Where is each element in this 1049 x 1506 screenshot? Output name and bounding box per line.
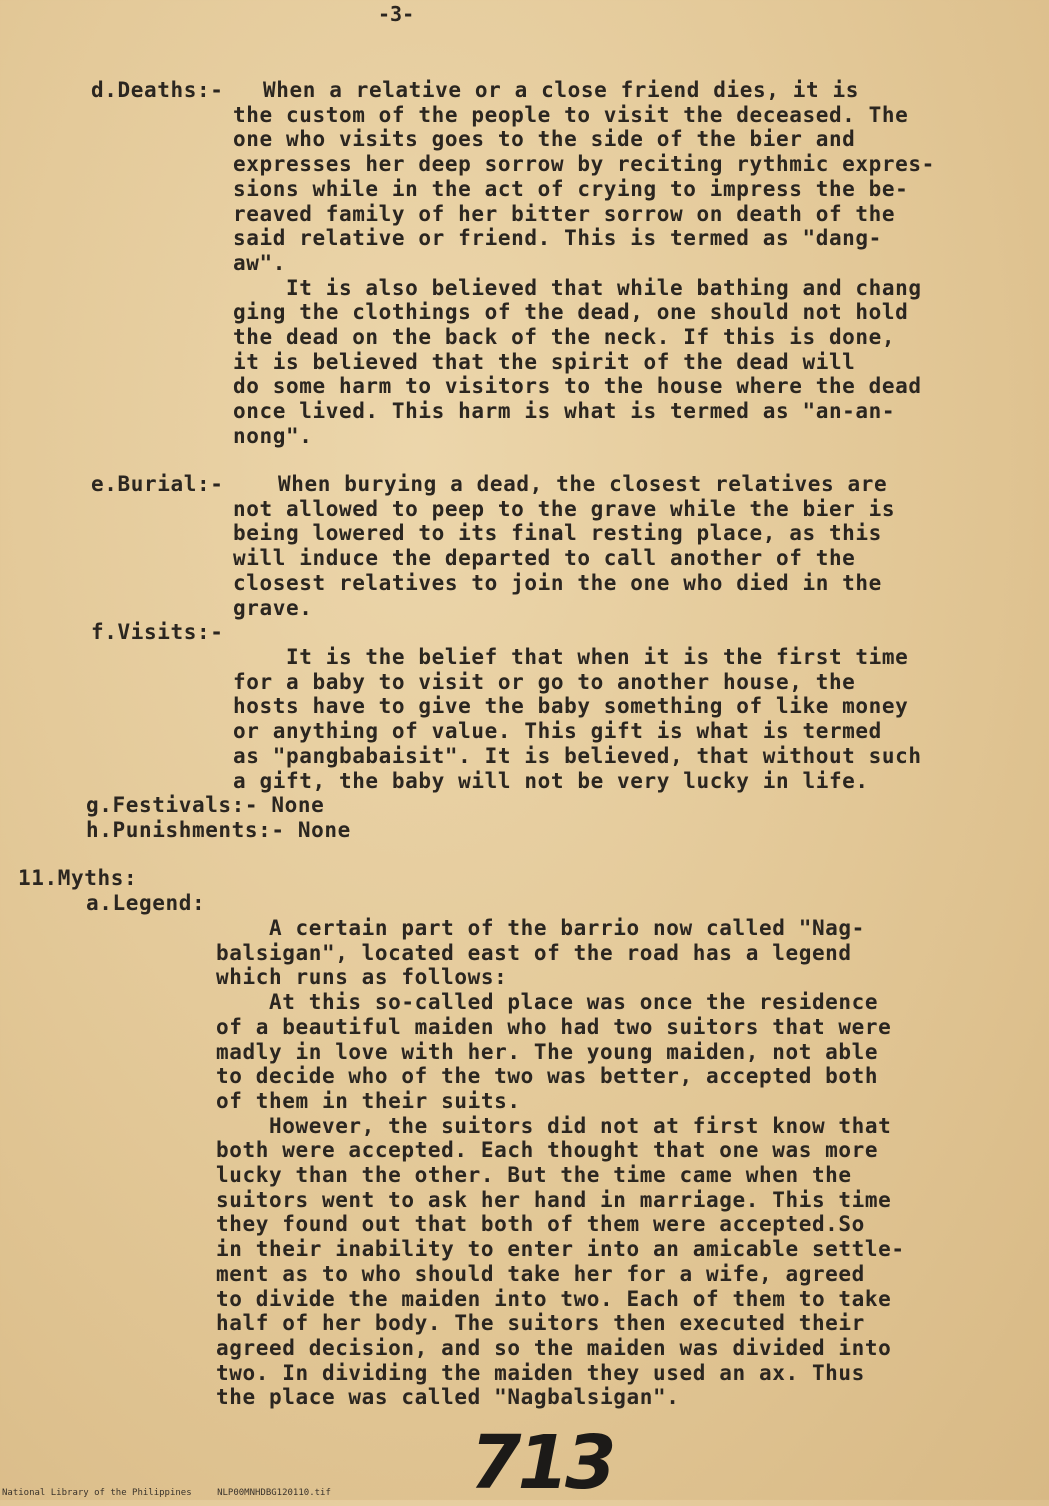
text-line: do some harm to visitors to the house where the dead (233, 374, 922, 399)
visits-paragraph (233, 645, 922, 793)
footer-filename: NLP00MNHDBG120110.tif (217, 1488, 331, 1498)
text-line: suitors went to ask her hand in marriage. This time (216, 1187, 892, 1212)
burial-paragraph (233, 472, 895, 620)
festivals-line: g.Festivals:- None (86, 793, 325, 817)
page-number: -3- (378, 2, 415, 26)
section-label-burial: e.Burial:- (91, 472, 224, 496)
text-line: two. In dividing the maiden they used an ax. Thus (216, 1360, 865, 1385)
text-line: aw". (233, 250, 286, 275)
scan-footer (2, 1488, 351, 1498)
text-line: half of her body. The suitors then executed their (216, 1311, 865, 1336)
section-label-legend: a.Legend: (86, 891, 206, 915)
text-line: they found out that both of them were accepted.So (216, 1212, 865, 1237)
text-line: a gift, the baby will not be very lucky in life. (233, 768, 869, 793)
text-line: When a relative or a close friend dies, it is (263, 78, 859, 102)
text-line: expresses her deep sorrow by reciting rythmic expres- (233, 152, 935, 177)
text-line: the place was called "Nagbalsigan". (216, 1385, 680, 1410)
text-line: balsigan", located east of the road has a legend (216, 940, 852, 965)
text-line: A certain part of the barrio now called "Nag- (216, 916, 865, 940)
text-line: nong". (233, 423, 313, 448)
text-line: once lived. This harm is what is termed as "an-an- (233, 399, 896, 424)
text-line: agreed decision, and so the maiden was divided into (216, 1335, 892, 1360)
text-line: will induce the departed to call another of the (233, 546, 856, 571)
text-line: said relative or friend. This is termed as "dang- (233, 226, 882, 251)
text-line: madly in love with her. The young maiden, not able (216, 1039, 879, 1064)
text-line: in their inability to enter into an amicable settle- (216, 1237, 905, 1262)
text-line: which runs as follows: (216, 965, 508, 990)
text-line: of them in their suits. (216, 1088, 521, 1113)
text-line: hosts have to give the baby something of like money (233, 694, 909, 719)
text-line: the dead on the back of the neck. If this is done, (233, 325, 896, 350)
text-line: sions while in the act of crying to impress the be- (233, 176, 909, 201)
text-line: It is also believed that while bathing and chang (233, 275, 922, 300)
text-line: the custom of the people to visit the deceased. The (233, 102, 909, 127)
text-line: closest relatives to join the one who died in the (233, 570, 882, 595)
text-line: lucky than the other. But the time came when the (216, 1163, 852, 1188)
text-line: reaved family of her bitter sorrow on death of the (233, 201, 896, 226)
text-line: not allowed to peep to the grave while the bier is (233, 496, 896, 521)
section-label-deaths: d.Deaths:- (91, 78, 224, 102)
text-line: When burying a dead, the closest relatives are (278, 472, 888, 496)
punishments-line: h.Punishments:- None (86, 818, 351, 842)
text-line: or anything of value. This gift is what is termed (233, 719, 882, 744)
text-line: being lowered to its final resting place, as this (233, 521, 882, 546)
footer-library: National Library of the Philippines (2, 1488, 192, 1498)
section-label-visits: f.Visits:- (91, 620, 224, 644)
text-line: ment as to who should take her for a wife, agreed (216, 1261, 865, 1286)
text-line: However, the suitors did not at first know that (216, 1113, 892, 1138)
text-line: to divide the maiden into two. Each of them to take (216, 1286, 892, 1311)
handwritten-page-number: 713 (470, 1420, 613, 1506)
text-line: it is believed that the spirit of the dead will (233, 349, 856, 374)
myths-heading: 11.Myths: (18, 866, 138, 890)
text-line: grave. (233, 595, 313, 620)
legend-paragraph (216, 916, 905, 1410)
text-line: At this so-called place was once the residence (216, 990, 879, 1015)
text-line: to decide who of the two was better, accepted both (216, 1064, 879, 1089)
deaths-paragraph (233, 78, 935, 449)
text-line: as "pangbabaisit". It is believed, that without such (233, 743, 922, 768)
text-line: of a beautiful maiden who had two suitors that were (216, 1014, 892, 1039)
text-line: ging the clothings of the dead, one should not hold (233, 300, 909, 325)
text-line: both were accepted. Each thought that one was more (216, 1138, 879, 1163)
text-line: for a baby to visit or go to another house, the (233, 669, 856, 694)
text-line: one who visits goes to the side of the bier and (233, 127, 856, 152)
text-line: It is the belief that when it is the first time (233, 645, 909, 669)
